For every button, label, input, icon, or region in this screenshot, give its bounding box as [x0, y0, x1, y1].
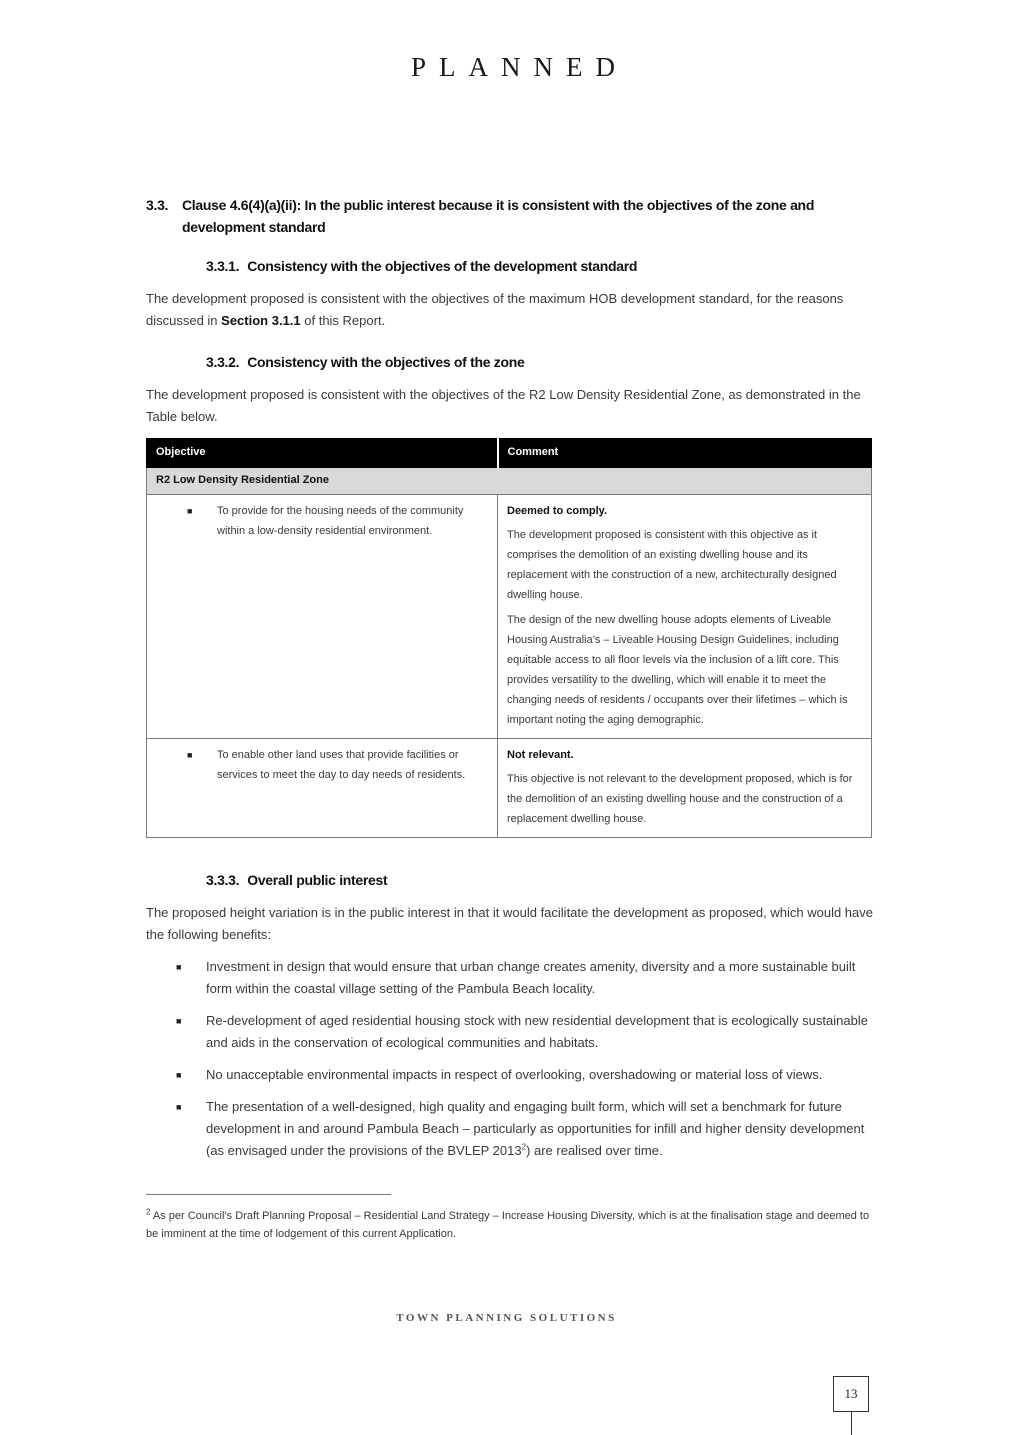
- page-number-tick: [851, 1412, 852, 1435]
- table-row: [147, 739, 872, 838]
- footer-brand: TOWN PLANNING SOLUTIONS: [396, 1312, 617, 1324]
- section-heading: [146, 194, 826, 238]
- footnote-text: As per Council’s Draft Planning Proposal – Residential Land Strategy – Increase Housing Diversity, which is at the finalisation stage and deemed to be imminent at the time of lodgement of this current Application.: [146, 1210, 870, 1240]
- bullet-icon: ■: [176, 962, 182, 972]
- bullet-icon: ■: [187, 750, 193, 760]
- section-number: 3.3.: [146, 197, 169, 213]
- subsection-title: Consistency with the objectives of the zone: [247, 354, 525, 370]
- bullet-icon: ■: [176, 1102, 182, 1112]
- list-item: [146, 1096, 876, 1162]
- section-reference: Section 3.1.1: [221, 313, 301, 328]
- table-header-comment: Comment: [498, 439, 872, 468]
- subsection-heading-3-3-1: [206, 258, 637, 274]
- list-item-text: Investment in design that would ensure that urban change creates amenity, diversity and a more sustainable built form within the coastal village setting of the Pambula Beach locality.: [206, 959, 856, 996]
- verdict-text: Not relevant.: [507, 749, 574, 761]
- comment-paragraph: The development proposed is consistent with this objective as it comprises the demolition of an existing dwelling house and its replacement with the construction of a new, architecturally designed dwelling house.: [507, 529, 837, 601]
- paragraph-text: of this Report.: [300, 313, 386, 328]
- benefits-list: [146, 956, 876, 1172]
- comment-paragraph: The design of the new dwelling house adopts elements of Liveable Housing Australia’s – Liveable Housing Design Guidelines, including equitable access to all floor levels via the inclusion of a lift core. This provides versatility to the dwelling, which will enable it to meet the changing needs of residents / occupants over their lifetimes – which is important noting the aging demographic.: [507, 614, 848, 726]
- objectives-table: [146, 438, 872, 838]
- subsection-heading-3-3-2: [206, 354, 525, 370]
- verdict-text: Deemed to comply.: [507, 505, 608, 517]
- table-row: [147, 495, 872, 739]
- list-item-text: Re-development of aged residential housing stock with new residential development that is ecologically sustainable and aids in the conservation of ecological communities and habitats.: [206, 1013, 868, 1050]
- footnote: [146, 1207, 871, 1243]
- objective-text: To enable other land uses that provide facilities or services to meet the day to day needs of residents.: [217, 749, 466, 781]
- zone-label-row: R2 Low Density Residential Zone: [147, 468, 872, 495]
- list-item-text: ) are realised over time.: [526, 1143, 663, 1158]
- section-title: Clause 4.6(4)(a)(ii): In the public interest because it is consistent with the objectives of the zone and development standard: [182, 197, 815, 235]
- paragraph-public-interest: The proposed height variation is in the public interest in that it would facilitate the development as proposed, which would have the following benefits:: [146, 905, 873, 942]
- list-item: [146, 1010, 876, 1054]
- list-item: [146, 956, 876, 1000]
- comment-cell: [498, 739, 872, 838]
- objective-cell: [147, 739, 498, 838]
- paragraph-dev-standard: [146, 288, 876, 332]
- subsection-title: Consistency with the objectives of the development standard: [247, 258, 638, 274]
- bullet-icon: ■: [176, 1016, 182, 1026]
- subsection-number: 3.3.3.: [206, 872, 240, 888]
- list-item-text: The presentation of a well-designed, high quality and engaging built form, which will set a benchmark for future development in and around Pambula Beach – particularly as opportunities for infill and higher density development (as envisaged under the provisions of the BVLEP 2013: [206, 1099, 865, 1158]
- table-header-objective: Objective: [147, 439, 498, 468]
- header-brand: PLANNED: [411, 52, 628, 82]
- bullet-icon: ■: [176, 1070, 182, 1080]
- list-item: [146, 1064, 876, 1086]
- list-item-text: No unacceptable environmental impacts in respect of overlooking, overshadowing or material loss of views.: [206, 1067, 823, 1082]
- subsection-number: 3.3.2.: [206, 354, 240, 370]
- bullet-icon: ■: [187, 506, 193, 516]
- paragraph-zone: The development proposed is consistent with the objectives of the R2 Low Density Residential Zone, as demonstrated in the Table below.: [146, 387, 861, 424]
- subsection-number: 3.3.1.: [206, 258, 240, 274]
- objective-cell: [147, 495, 498, 739]
- footnote-divider: [146, 1194, 391, 1195]
- objective-text: To provide for the housing needs of the community within a low-density residential environment.: [217, 505, 464, 537]
- paragraph-text: The development proposed is consistent with the objectives of the maximum HOB development standard, for the reasons discussed in: [146, 291, 844, 328]
- footnote-marker: 2: [146, 1207, 151, 1217]
- comment-paragraph: This objective is not relevant to the development proposed, which is for the demolition of an existing dwelling house and the construction of a replacement dwelling house.: [507, 773, 853, 825]
- footnote-reference: 2: [521, 1142, 527, 1152]
- page-number: 13: [833, 1376, 869, 1412]
- subsection-heading-3-3-3: [206, 872, 387, 888]
- comment-cell: [498, 495, 872, 739]
- subsection-title: Overall public interest: [247, 872, 388, 888]
